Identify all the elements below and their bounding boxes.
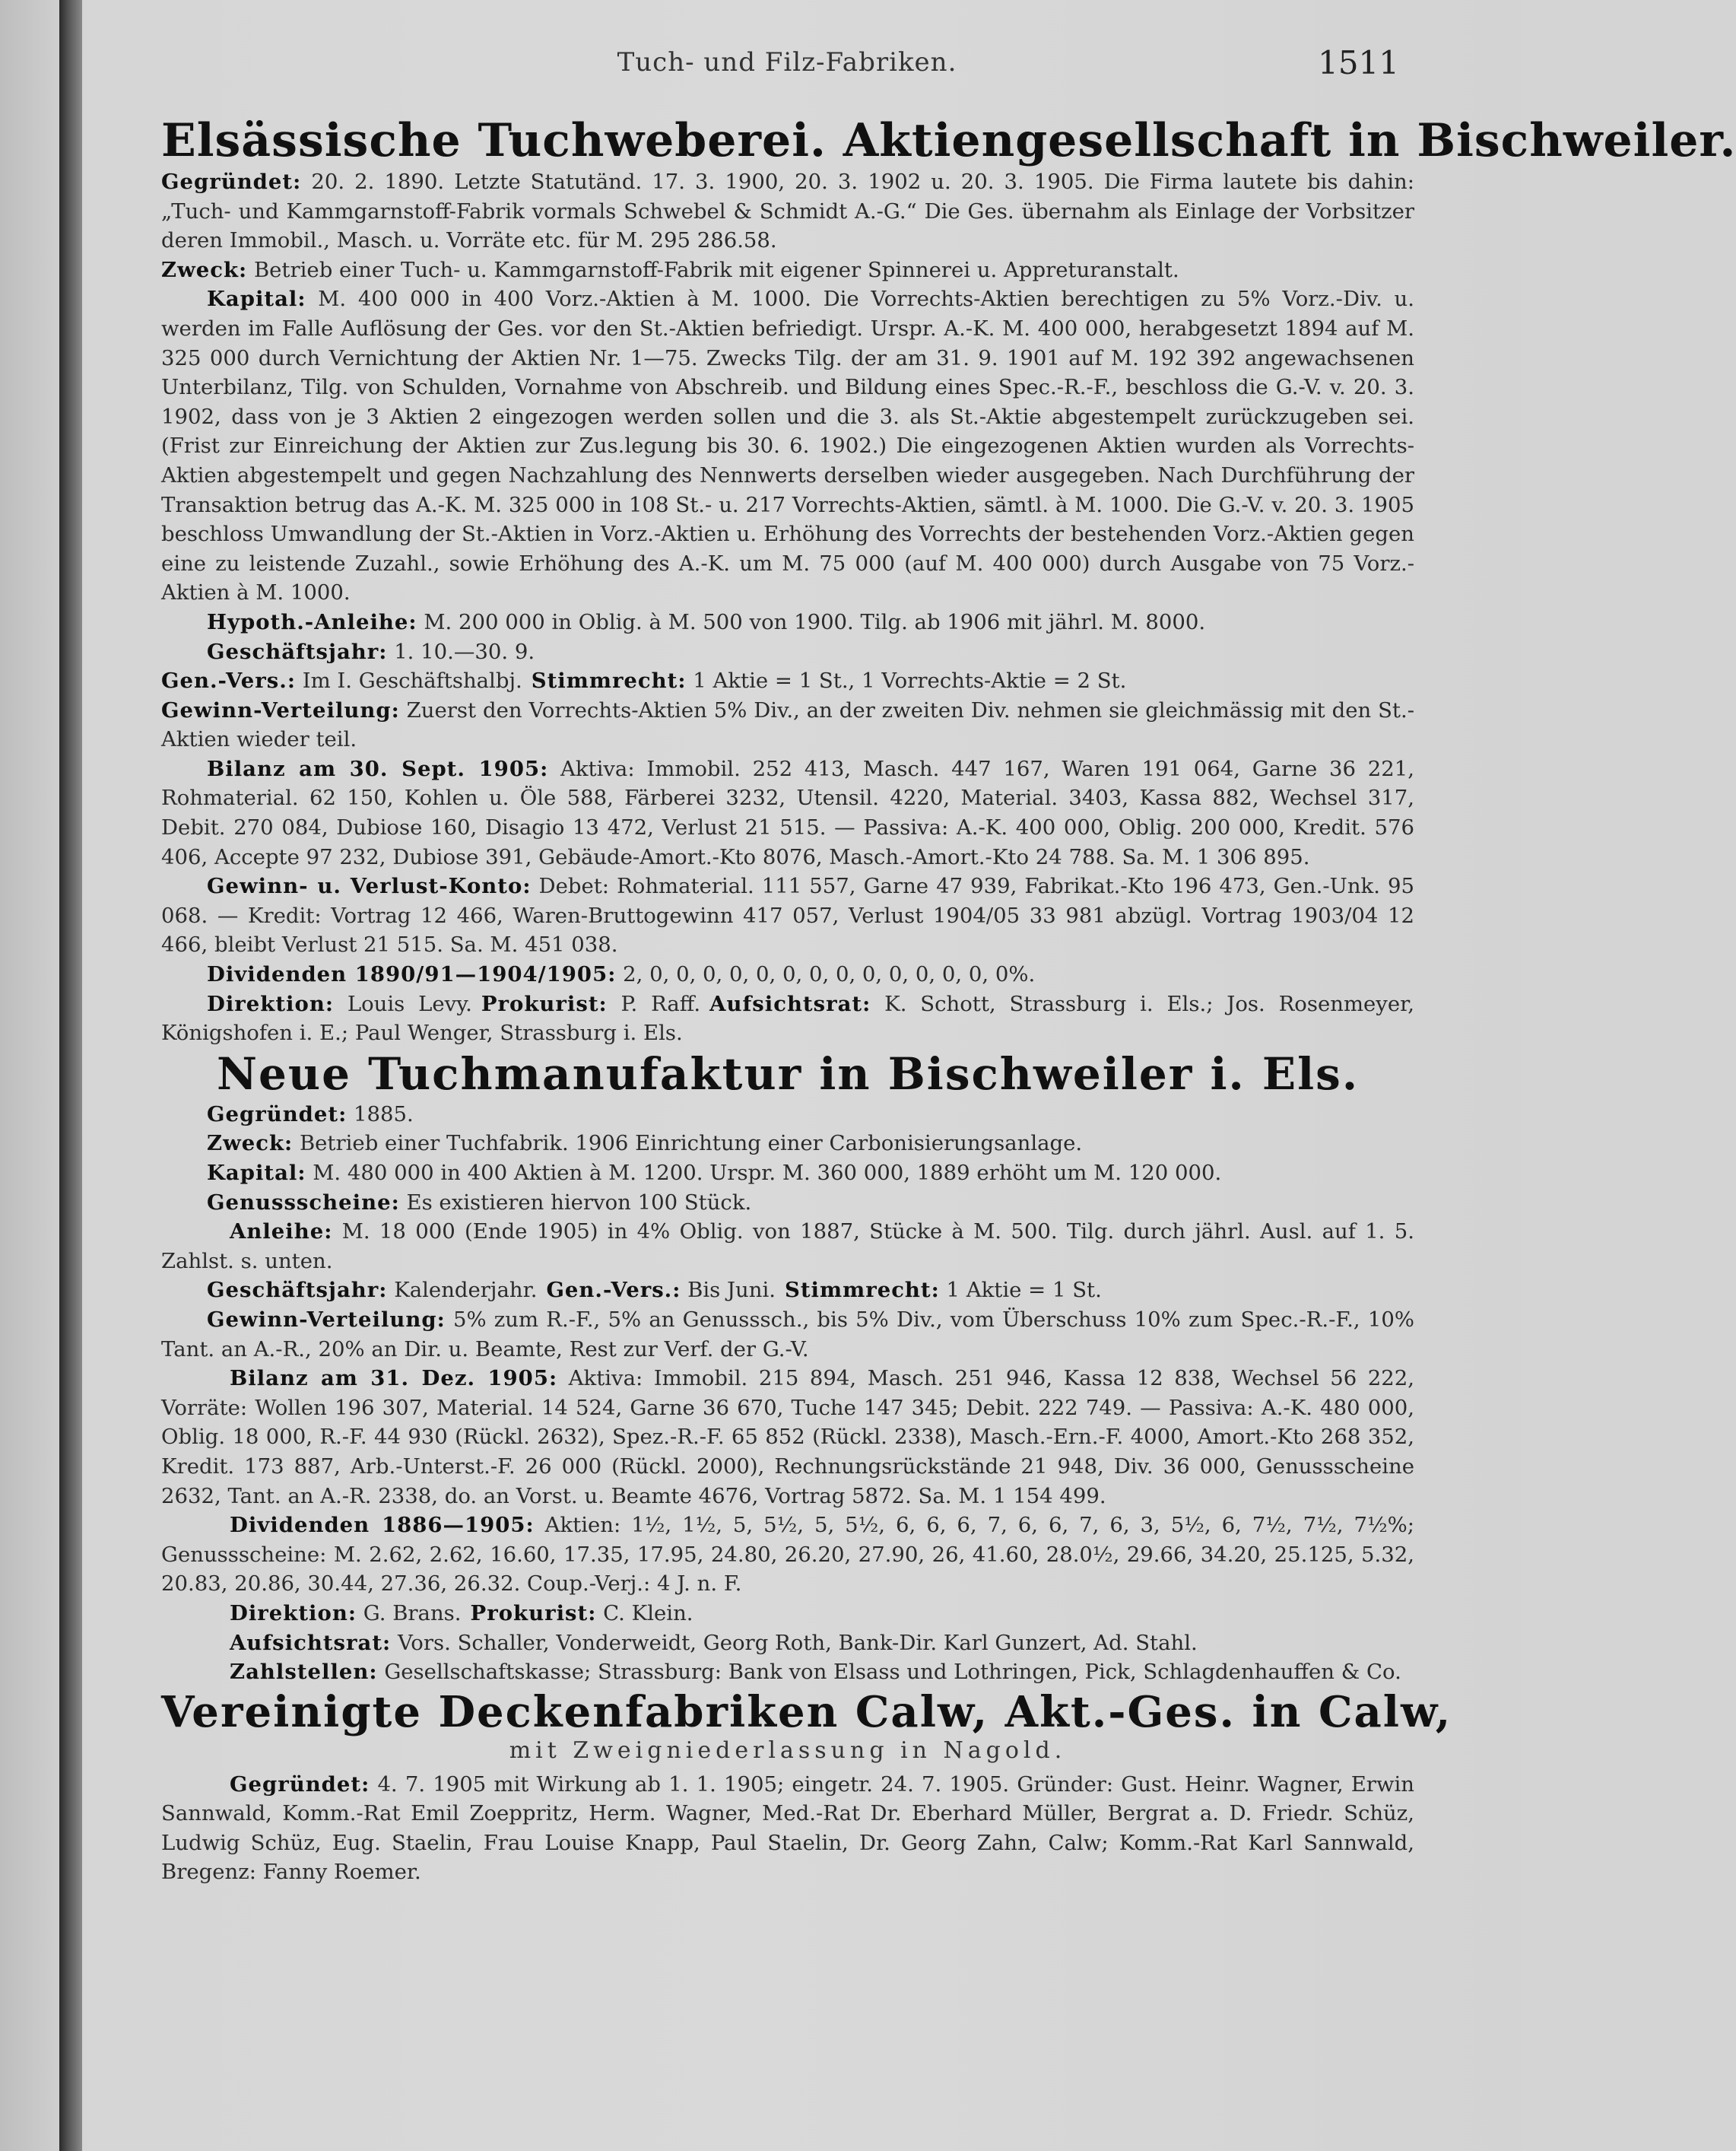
anleihe-label: Anleihe: <box>230 1219 333 1244</box>
gegruendet-text: 20. 2. 1890. Letzte Statutänd. 17. 3. 1900, 20. 3. 1902 u. 20. 3. 1905. Die Firma lautete bis dahin: „Tuch- und Kammgarnstoff-Fabrik vormals Schwebel & Schmidt A.-G.“ Die Ges. übernahm als Einlage der Vorbsitzer deren Immobil., Masch. u. Vorräte etc. für M. 295 286.58. <box>161 170 1414 253</box>
anleihe-paragraph <box>161 1217 1414 1276</box>
company-entry-vereinigte-deckenfabriken <box>161 1686 1452 1887</box>
aufsichtsrat-label: Aufsichtsrat: <box>230 1630 392 1655</box>
prokurist-text: P. Raff. <box>620 991 701 1016</box>
aufsichtsrat-text: Vors. Schaller, Vonderweidt, Georg Roth, Bank-Dir. Karl Gunzert, Ad. Stahl. <box>397 1630 1198 1655</box>
geschaeftsjahr-text: 1. 10.—30. 9. <box>394 639 535 664</box>
anleihe-text: M. 18 000 (Ende 1905) in 4% Oblig. von 1887, Stücke à M. 500. Tilg. durch jährl. Ausl. auf 1. 5. Zahlst. s. unten. <box>161 1219 1414 1273</box>
geschaeftsjahr-paragraph <box>161 637 1414 667</box>
geschaeftsjahr-paragraph <box>161 1276 1414 1305</box>
geschaeftsjahr-text: Kalenderjahr. <box>394 1278 538 1303</box>
bilanz-label: Bilanz am 31. Dez. 1905: <box>230 1366 558 1391</box>
dividenden-paragraph <box>161 960 1414 990</box>
page-content <box>161 114 1736 1887</box>
zweck-paragraph <box>161 256 1414 285</box>
stimmrecht-text: 1 Aktie = 1 St. <box>946 1278 1102 1303</box>
zweck-text: Betrieb einer Tuchfabrik. 1906 Einrichtung einer Carbonisierungsanlage. <box>299 1131 1083 1156</box>
company-title: Neue Tuchmanufaktur in Bischweiler i. Els. <box>216 1047 1360 1100</box>
company-subtitle: mit Zweigniederlassung in Nagold. <box>509 1736 1067 1764</box>
aufsichtsrat-text: K. Schott, Strassburg i. Els.; Jos. Rosenmeyer, Königshofen i. E.; Paul Wenger, Strassburg i. Els. <box>161 991 1414 1046</box>
dividenden-paragraph <box>161 1511 1414 1599</box>
genvers-label: Gen.-Vers.: <box>161 669 296 694</box>
prokurist-label: Prokurist: <box>470 1600 597 1625</box>
direktion-paragraph <box>161 1599 1414 1628</box>
dividenden-text: 2, 0, 0, 0, 0, 0, 0, 0, 0, 0, 0, 0, 0, 0, 0%. <box>623 962 1036 987</box>
kapital-label: Kapital: <box>207 287 306 312</box>
genussscheine-text: Es existieren hiervon 100 Stück. <box>406 1190 752 1215</box>
geschaeftsjahr-label: Geschäftsjahr: <box>207 1278 388 1303</box>
hypothek-paragraph <box>161 608 1414 637</box>
bilanz-paragraph <box>161 755 1414 872</box>
zahlstellen-paragraph <box>161 1657 1414 1687</box>
book-spine-shadow <box>59 0 82 2151</box>
kapital-label: Kapital: <box>207 1161 306 1185</box>
gegruendet-paragraph <box>161 1770 1414 1887</box>
bilanz-paragraph <box>161 1364 1414 1511</box>
zweck-paragraph <box>161 1129 1414 1158</box>
gegruendet-text: 1885. <box>354 1101 414 1126</box>
kapital-paragraph <box>161 1158 1414 1188</box>
gewinn-verlust-paragraph <box>161 872 1414 960</box>
geschaeftsjahr-label: Geschäftsjahr: <box>207 639 388 664</box>
genussscheine-label: Genussscheine: <box>207 1190 400 1215</box>
gegruendet-label: Gegründet: <box>230 1771 370 1797</box>
zweck-label: Zweck: <box>207 1131 294 1156</box>
gewinn-verlust-text: Debet: Rohmaterial. 111 557, Garne 47 939, Fabrikat.-Kto 196 473, Gen.-Unk. 95 068. — Kredit: Vortrag 12 466, Waren-Bruttogewinn 417 057, Verlust 1904/05 33 981 abzügl. Vortrag 1903/04 12 466, bleibt Verlust 21 515. Sa. M. 451 038. <box>161 874 1414 958</box>
bilanz-text: Aktiva: Immobil. 252 413, Masch. 447 167, Waren 191 064, Garne 36 221, Rohmaterial. 62 150, Kohlen u. Öle 588, Färberei 3232, Utensil. 4220, Material. 3403, Kassa 882, Wechsel 317, Debit. 270 084, Dubiose 160, Disagio 13 472, Verlust 21 515. — Passiva: A.-K. 400 000, Oblig. 200 000, Kredit. 576 406, Accepte 97 232, Dubiose 391, Gebäude-Amort.-Kto 8076, Masch.-Amort.-Kto 24 788. Sa. M. 1 306 895. <box>161 756 1414 869</box>
gewinn-verteilung-label: Gewinn-Verteilung: <box>207 1307 446 1332</box>
dividenden-label: Dividenden 1886—1905: <box>230 1513 535 1538</box>
direktion-text: G. Brans. <box>363 1600 462 1625</box>
gegruendet-paragraph <box>161 167 1414 256</box>
genvers-paragraph <box>161 666 1414 696</box>
kapital-paragraph <box>161 284 1414 608</box>
gewinn-verlust-label: Gewinn- u. Verlust-Konto: <box>207 874 532 899</box>
gewinn-verteilung-paragraph <box>161 696 1414 755</box>
gegruendet-text: 4. 7. 1905 mit Wirkung ab 1. 1. 1905; eingetr. 24. 7. 1905. Gründer: Gust. Heinr. Wagner, Erwin Sannwald, Komm.-Rat Emil Zoeppritz, Herm. Wagner, Med.-Rat Dr. Eberhard Müller, Bergrat a. D. Friedr. Schüz, Ludwig Schüz, Eug. Staelin, Frau Louise Knapp, Paul Staelin, Dr. Georg Zahn, Calw; Komm.-Rat Karl Sannwald, Bregenz: Fanny Roemer. <box>161 1771 1414 1885</box>
gegruendet-paragraph <box>161 1100 1414 1130</box>
running-header: Tuch- und Filz-Fabriken. <box>617 47 957 78</box>
bilanz-text: Aktiva: Immobil. 215 894, Masch. 251 946, Kassa 12 838, Wechsel 56 222, Vorräte: Wollen 196 307, Material. 14 524, Garne 36 670, Tuche 147 345; Debit. 222 749. — Passiva: A.-K. 480 000, Oblig. 18 000, R.-F. 44 930 (Rückl. 2632), Spez.-R.-F. 65 852 (Rückl. 2338), Masch.-Ern.-F. 4000, Amort.-Kto 268 352, Kredit. 173 887, Arb.-Unterst.-F. 26 000 (Rückl. 2000), Rechnungsrückstände 21 948, Div. 36 000, Genussscheine 2632, Tant. an A.-R. 2338, do. an Vorst. u. Beamte 4676, Vortrag 5872. Sa. M. 1 154 499. <box>161 1366 1414 1508</box>
zahlstellen-text: Gesellschaftskasse; Strassburg: Bank von Elsass und Lothringen, Pick, Schlagdenhauffen & Co. <box>384 1660 1401 1685</box>
zweck-text: Betrieb einer Tuch- u. Kammgarnstoff-Fabrik mit eigener Spinnerei u. Appreturanstalt. <box>253 257 1179 282</box>
aufsichtsrat-paragraph <box>161 1628 1414 1658</box>
kapital-text: M. 400 000 in 400 Vorz.-Aktien à M. 1000. Die Vorrechts-Aktien berechtigen zu 5% Vorz.-Div. u. werden im Falle Auflösung der Ges. vor den St.-Aktien befriedigt. Urspr. A.-K. M. 400 000, herabgesetzt 1894 auf M. 325 000 durch Vernichtung der Aktien Nr. 1—75. Zwecks Tilg. der am 31. 9. 1901 auf M. 192 392 angewachsenen Unterbilanz, Tilg. von Schulden, Vornahme von Abschreib. und Bildung eines Spec.-R.-F., beschloss die G.-V. v. 20. 3. 1902, dass von je 3 Aktien 2 eingezogen werden sollen und die 3. als St.-Aktie abgestempelt zurückzugeben sei. (Frist zur Einreichung der Aktien zur Zus.legung bis 30. 6. 1902.) Die eingezogenen Aktien wurden als Vorrechts-Aktien abgestempelt und gegen Nachzahlung des Nennwerts derselben wieder ausgegeben. Nach Durchführung der Transaktion betrug das A.-K. M. 325 000 in 108 St.- u. 217 Vorrechts-Aktien, sämtl. à M. 1000. Die G.-V. v. 20. 3. 1905 beschloss Umwandlung der St.-Aktien in Vorz.-Aktien u. Erhöhung des Vorrechts der bestehenden Vorz.-Aktien gegen eine zu leistende Zuzahl., sowie Erhöhung des A.-K. um M. 75 000 (auf M. 400 000) durch Ausgabe von 75 Vorz.-Aktien à M. 1000. <box>161 287 1414 605</box>
hypothek-label: Hypoth.-Anleihe: <box>207 609 417 634</box>
aufsichtsrat-label: Aufsichtsrat: <box>709 991 871 1016</box>
prokurist-text: C. Klein. <box>603 1600 693 1625</box>
direktion-paragraph <box>161 990 1414 1048</box>
company-entry-elsaessische-tuchweberei <box>161 114 1736 1048</box>
page-number: 1511 <box>1318 44 1399 81</box>
gegruendet-label: Gegründet: <box>161 170 302 194</box>
direktion-text: Louis Levy. <box>347 991 472 1016</box>
gewinn-verteilung-text: Zuerst den Vorrechts-Aktien 5% Div., an der zweiten Div. nehmen sie gleichmässig mit den St.-Aktien wieder teil. <box>161 697 1415 752</box>
dividenden-label: Dividenden 1890/91—1904/1905: <box>207 962 617 987</box>
gewinn-verteilung-label: Gewinn-Verteilung: <box>161 697 400 723</box>
stimmrecht-label: Stimmrecht: <box>785 1278 940 1303</box>
gewinn-verteilung-paragraph <box>161 1305 1414 1364</box>
kapital-text: M. 480 000 in 400 Aktien à M. 1200. Urspr. M. 360 000, 1889 erhöht um M. 120 000. <box>313 1161 1222 1185</box>
company-entry-neue-tuchmanufaktur <box>161 1048 1414 1687</box>
dividenden-text: Aktien: 1½, 1½, 5, 5½, 5, 5½, 6, 6, 6, 7, 6, 6, 7, 6, 3, 5½, 6, 7½, 7½, 7½%; Genussscheine: M. 2.62, 2.62, 16.60, 17.35, 17.95, 24.80, 26.20, 27.90, 26, 41.60, 28.0½, 29.66, 34.20, 25.125, 5.32, 20.83, 20.86, 30.44, 27.36, 26.32. Coup.-Verj.: 4 J. n. F. <box>161 1513 1415 1597</box>
prokurist-label: Prokurist: <box>481 991 608 1016</box>
gewinn-verteilung-text: 5% zum R.-F., 5% an Genusssch., bis 5% Div., vom Überschuss 10% zum Spec.-R.-F., 10% Tant. an A.-R., 20% an Dir. u. Beamte, Rest zur Verf. der G.-V. <box>161 1307 1414 1361</box>
genvers-text: Bis Juni. <box>687 1278 776 1303</box>
company-title: Elsässische Tuchweberei. Aktiengesellschaft in Bischweiler. <box>161 114 1736 167</box>
stimmrecht-label: Stimmrecht: <box>531 669 687 694</box>
gegruendet-label: Gegründet: <box>207 1101 348 1126</box>
zahlstellen-label: Zahlstellen: <box>230 1660 378 1685</box>
genvers-label: Gen.-Vers.: <box>546 1278 681 1303</box>
bilanz-label: Bilanz am 30. Sept. 1905: <box>207 756 549 781</box>
hypothek-text: M. 200 000 in Oblig. à M. 500 von 1900. Tilg. ab 1906 mit jährl. M. 8000. <box>424 609 1206 634</box>
direktion-label: Direktion: <box>207 991 334 1016</box>
direktion-label: Direktion: <box>230 1600 357 1625</box>
page-left-margin <box>0 0 59 2151</box>
stimmrecht-text: 1 Aktie = 1 St., 1 Vorrechts-Aktie = 2 St. <box>693 669 1127 694</box>
genussscheine-paragraph <box>161 1188 1414 1218</box>
zweck-label: Zweck: <box>161 257 248 282</box>
genvers-text: Im I. Geschäftshalbj. <box>302 669 522 694</box>
company-title: Vereinigte Deckenfabriken Calw, Akt.-Ges. in Calw, <box>161 1686 1452 1737</box>
